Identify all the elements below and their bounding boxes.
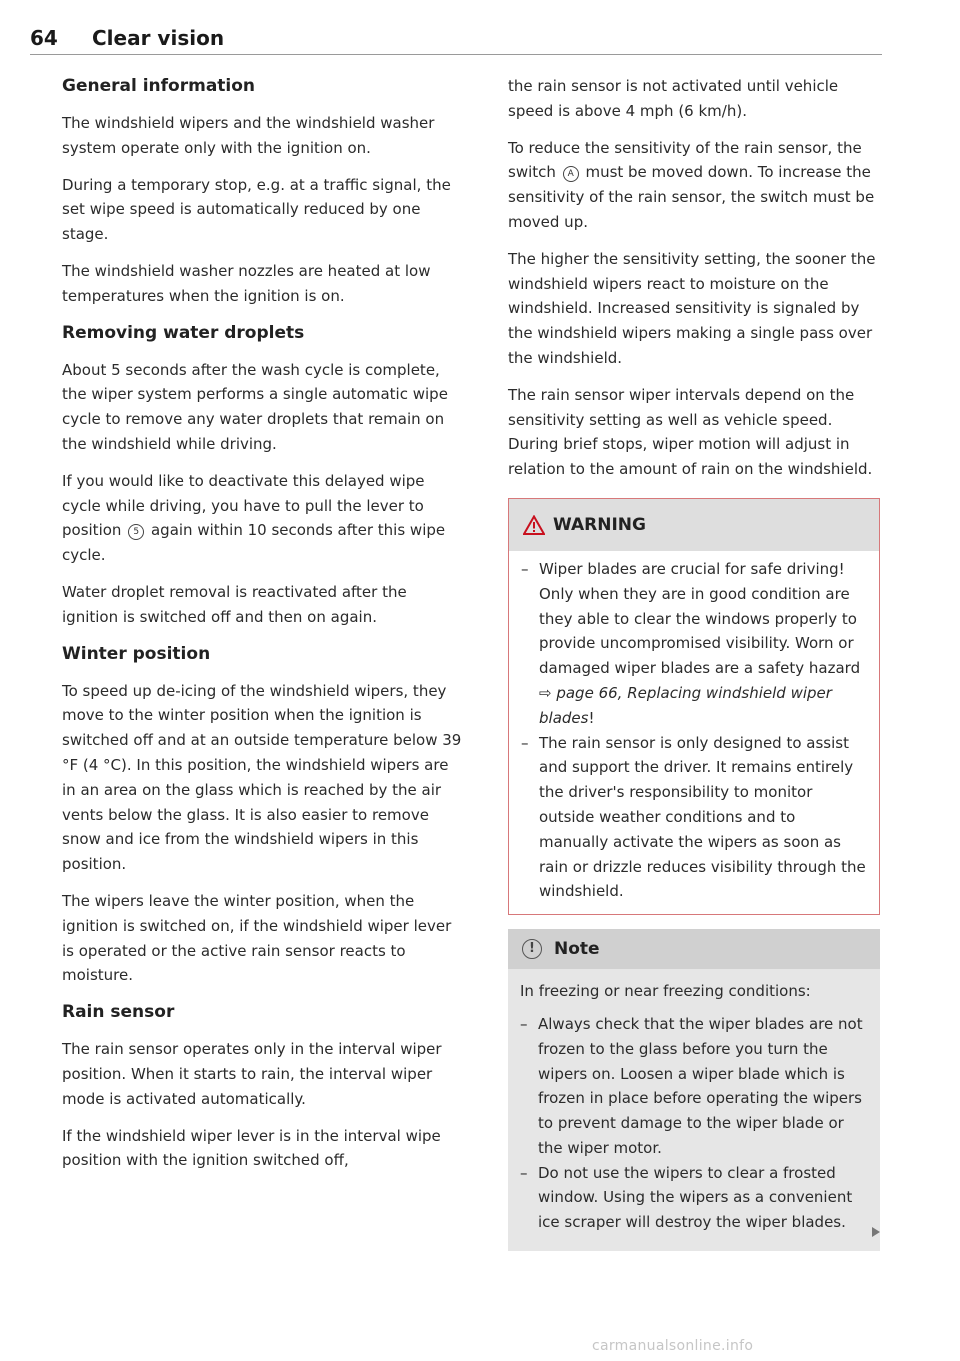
rain-sensor-heading: Rain sensor: [62, 1002, 175, 1023]
removing-water-droplets-heading: Removing water droplets: [62, 322, 305, 343]
droplets-paragraph-2-start: If you would like to deactivate this delayed wipe cycle while driving, you have to pull the lever to position: [62, 471, 425, 540]
droplets-paragraph-3: Water droplet removal is reactivated after the ignition is switched off and then on again.: [62, 582, 407, 626]
warning-title: WARNING: [553, 514, 646, 535]
note-item-1-text: Always check that the wiper blades are not frozen to the glass before you turn the wipers on. Loosen a wiper blade which is frozen in place before operating the wipers to prevent damage to the wiper blade or the wiper motor.: [538, 1014, 863, 1157]
rain-paragraph-3-start: To reduce the sensitivity of the rain sensor, the switch: [508, 138, 862, 182]
switch-marker: A: [563, 166, 579, 182]
left-column: [62, 74, 462, 1185]
warning-list: [509, 551, 879, 914]
winter-position-heading: Winter position: [62, 643, 211, 664]
winter-paragraph-2: The wipers leave the winter position, when the ignition is switched on, if the windshield wiper lever is operated or the active rain sensor reacts to moisture.: [62, 891, 452, 985]
position-marker: 5: [128, 524, 144, 540]
right-column: [508, 74, 880, 1251]
warning-header: [509, 499, 879, 551]
section-title: Clear vision: [92, 26, 225, 50]
exclamation-circle-icon: !: [522, 939, 542, 959]
note-item-2: [520, 1161, 870, 1235]
rain-paragraph-3: [508, 136, 880, 235]
warning-box: [508, 498, 880, 915]
warning-item-1-end: !: [588, 708, 595, 727]
warning-item-1: [521, 557, 869, 731]
watermark: carmanualsonline.info: [592, 1338, 754, 1354]
note-title: Note: [554, 939, 600, 960]
note-item-1: [520, 1012, 870, 1161]
warning-item-2-text: The rain sensor is only designed to assist and support the driver. It remains entirely the driver's responsibility to monitor outside weather conditions and to manually activate the wipers as soon as rain or drizzle reduces visibility through the windshield.: [539, 733, 866, 901]
general-information-heading: General information: [62, 76, 256, 96]
warning-item-2: [521, 731, 869, 905]
bullet-dash: –: [521, 559, 529, 578]
page-reference-link[interactable]: ⇨ page 66, Replacing windshield wiper blades: [539, 683, 832, 727]
warning-triangle-icon: [523, 515, 545, 535]
winter-paragraph-1: To speed up de-icing of the windshield wipers, they move to the winter position when the ignition is switched off and at an outside temperature below 39 °F (4 °C). In this position, the windshield wipers are in an area on the glass which is reached by the air vents below the glass. It is also easier to remove snow and ice from the windshield wipers in this position.: [62, 681, 462, 874]
rain-paragraph-3-end: must be moved down. To increase the sensitivity of the rain sensor, the switch must be moved up.: [508, 163, 875, 231]
page-number: 64: [30, 26, 58, 50]
droplets-paragraph-2: [62, 469, 462, 568]
rain-paragraph-2: If the windshield wiper lever is in the interval wipe position with the ignition switched off,: [62, 1126, 441, 1170]
rain-paragraph-5: The rain sensor wiper intervals depend on the sensitivity setting as well as vehicle speed. During brief stops, wiper motion will adjust in relation to the amount of rain on the windshield.: [508, 385, 873, 479]
note-header: [508, 929, 880, 969]
warning-item-1-text: Wiper blades are crucial for safe driving! Only when they are in good condition are they able to clear the windows properly to provide uncompromised visibility. Worn or damaged wiper blades are a safety hazard: [539, 559, 861, 678]
note-list: [508, 1006, 880, 1245]
bullet-dash: –: [520, 1014, 528, 1033]
continue-arrow-icon: [872, 1227, 880, 1237]
bullet-dash: –: [521, 733, 529, 752]
note-item-2-text: Do not use the wipers to clear a frosted window. Using the wipers as a convenient ice scraper will destroy the wiper blades.: [538, 1163, 853, 1232]
general-paragraph-2: During a temporary stop, e.g. at a traffic signal, the set wipe speed is automatically reduced by one stage.: [62, 175, 451, 244]
rain-paragraph-1: The rain sensor operates only in the interval wiper position. When it starts to rain, the interval wiper mode is activated automatically.: [62, 1040, 442, 1108]
note-box: [508, 929, 880, 1251]
general-paragraph-3: The windshield washer nozzles are heated at low temperatures when the ignition is on.: [62, 261, 431, 305]
bullet-dash: –: [520, 1163, 528, 1182]
page-header: [30, 22, 882, 55]
note-intro: In freezing or near freezing conditions:: [520, 982, 811, 1001]
droplets-paragraph-2-end: again within 10 seconds after this wipe cycle.: [62, 521, 446, 565]
rain-paragraph-4: The higher the sensitivity setting, the sooner the windshield wipers react to moisture on the windshield. Increased sensitivity is signaled by the windshield wipers making a single pass over the windshield.: [508, 249, 876, 367]
droplets-paragraph-1: About 5 seconds after the wash cycle is complete, the wiper system performs a single automatic wipe cycle to remove any water droplets that remain on the windshield while driving.: [62, 360, 448, 453]
general-paragraph-1: The windshield wipers and the windshield washer system operate only with the ignition on.: [62, 114, 435, 157]
rain-paragraph-2-continued: the rain sensor is not activated until vehicle speed is above 4 mph (6 km/h).: [508, 77, 839, 120]
